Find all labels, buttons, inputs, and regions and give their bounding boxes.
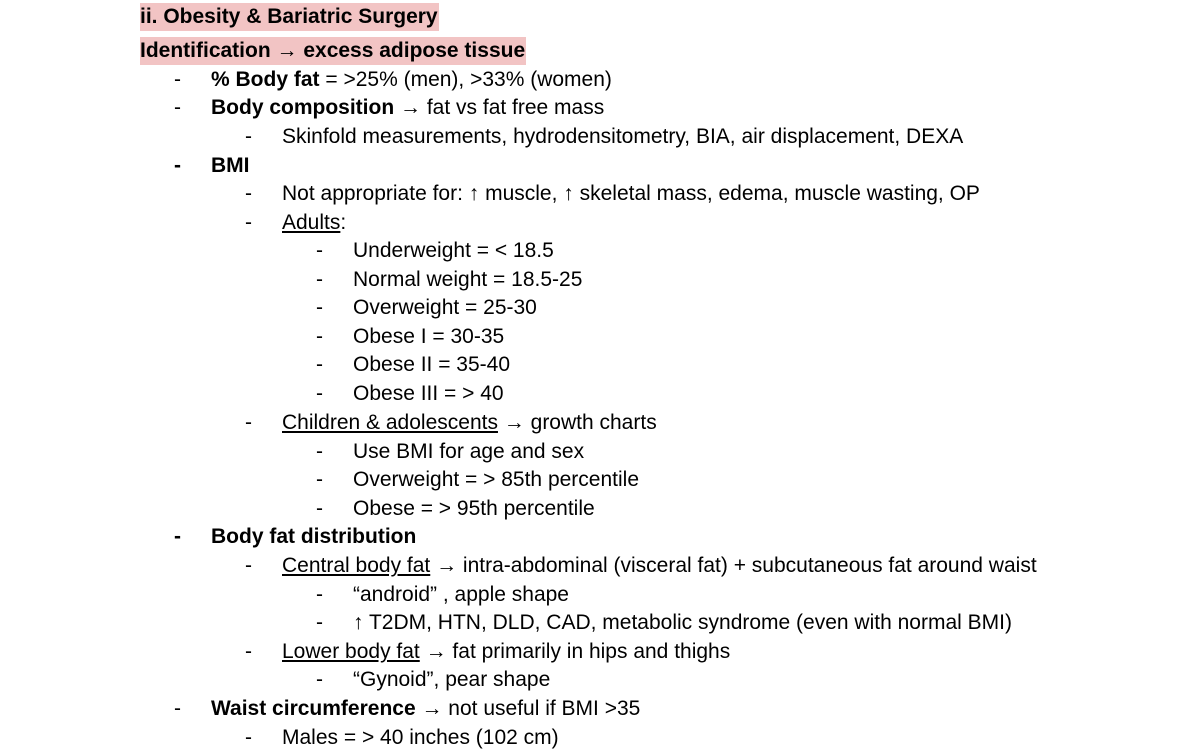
bullet: - bbox=[316, 440, 323, 463]
list-item bbox=[0, 438, 1200, 466]
bullet: - bbox=[245, 411, 252, 434]
waist-text: → not useful if BMI >35 bbox=[415, 697, 641, 720]
list-item bbox=[0, 495, 1200, 523]
not-appropriate-text: Not appropriate for: ↑ muscle, ↑ skeletal mass, edema, muscle wasting, OP bbox=[282, 182, 980, 205]
list-item-body-fat bbox=[0, 66, 1200, 94]
bullet: - bbox=[245, 125, 252, 148]
children-item: Use BMI for age and sex bbox=[353, 440, 585, 463]
bullet: - bbox=[245, 211, 252, 234]
list-item-bmi bbox=[0, 152, 1200, 180]
children-label: Children & adolescents bbox=[282, 411, 498, 434]
central-label: Central body fat bbox=[282, 554, 431, 577]
list-item bbox=[0, 237, 1200, 265]
list-item bbox=[0, 323, 1200, 351]
waist-label: Waist circumference bbox=[211, 697, 416, 720]
waist-item: Males = > 40 inches (102 cm) bbox=[282, 726, 559, 749]
body-fat-text: = >25% (men), >33% (women) bbox=[319, 68, 612, 91]
central-text: → intra-abdominal (visceral fat) + subcutaneous fat around waist bbox=[430, 554, 1037, 577]
list-item-children bbox=[0, 409, 1200, 437]
list-item-adults bbox=[0, 209, 1200, 237]
bullet: - bbox=[316, 468, 323, 491]
list-item bbox=[0, 266, 1200, 294]
bullet: - bbox=[174, 68, 181, 91]
bullet: - bbox=[316, 296, 323, 319]
body-composition-label: Body composition bbox=[211, 96, 395, 119]
children-item: Overweight = > 85th percentile bbox=[353, 468, 640, 491]
bullet: - bbox=[174, 697, 181, 720]
body-composition-text: → fat vs fat free mass bbox=[394, 96, 605, 119]
bullet: - bbox=[316, 583, 323, 606]
bullet: - bbox=[316, 382, 323, 405]
bmi-label: BMI bbox=[211, 154, 250, 177]
list-item bbox=[0, 666, 1200, 694]
bullet: - bbox=[316, 353, 323, 376]
bullet: - bbox=[245, 726, 252, 749]
bullet: - bbox=[316, 611, 323, 634]
list-item bbox=[0, 609, 1200, 637]
list-item bbox=[0, 466, 1200, 494]
list-item bbox=[0, 380, 1200, 408]
central-item: ↑ T2DM, HTN, DLD, CAD, metabolic syndrome (even with normal BMI) bbox=[353, 611, 1012, 634]
adult-category: Obese I = 30-35 bbox=[353, 325, 505, 348]
section-title: ii. Obesity & Bariatric Surgery bbox=[140, 3, 439, 31]
bullet: - bbox=[245, 640, 252, 663]
list-item-central bbox=[0, 552, 1200, 580]
bullet: - bbox=[316, 239, 323, 262]
lower-label: Lower body fat bbox=[282, 640, 420, 663]
bullet: - bbox=[174, 96, 181, 119]
adult-category: Overweight = 25-30 bbox=[353, 296, 537, 319]
adult-category: Normal weight = 18.5-25 bbox=[353, 268, 583, 291]
bullet: - bbox=[316, 668, 323, 691]
identification-heading: Identification → excess adipose tissue bbox=[140, 37, 526, 65]
distribution-label: Body fat distribution bbox=[211, 525, 417, 548]
list-item bbox=[0, 581, 1200, 609]
adults-label: Adults bbox=[282, 211, 341, 234]
adults-colon: : bbox=[340, 211, 347, 234]
bullet: - bbox=[316, 268, 323, 291]
adult-category: Obese II = 35-40 bbox=[353, 353, 511, 376]
body-fat-label: % Body fat bbox=[211, 68, 320, 91]
list-item-not-appropriate bbox=[0, 180, 1200, 208]
methods-text: Skinfold measurements, hydrodensitometry, BIA, air displacement, DEXA bbox=[282, 125, 964, 148]
list-item bbox=[0, 294, 1200, 322]
list-item-body-composition bbox=[0, 94, 1200, 122]
list-item-distribution bbox=[0, 523, 1200, 551]
bullet: - bbox=[245, 182, 252, 205]
list-item-waist bbox=[0, 695, 1200, 723]
list-item-lower bbox=[0, 638, 1200, 666]
adult-category: Underweight = < 18.5 bbox=[353, 239, 554, 262]
list-item bbox=[0, 351, 1200, 379]
list-item-methods bbox=[0, 123, 1200, 151]
adult-category: Obese III = > 40 bbox=[353, 382, 504, 405]
bullet: - bbox=[316, 325, 323, 348]
bullet: - bbox=[316, 497, 323, 520]
children-text: → growth charts bbox=[497, 411, 657, 434]
lower-item: “Gynoid”, pear shape bbox=[353, 668, 551, 691]
lower-text: → fat primarily in hips and thighs bbox=[419, 640, 731, 663]
bullet: - bbox=[174, 154, 181, 177]
bullet: - bbox=[174, 525, 181, 548]
children-item: Obese = > 95th percentile bbox=[353, 497, 595, 520]
bullet: - bbox=[245, 554, 252, 577]
central-item: “android” , apple shape bbox=[353, 583, 569, 606]
list-item bbox=[0, 724, 1200, 752]
